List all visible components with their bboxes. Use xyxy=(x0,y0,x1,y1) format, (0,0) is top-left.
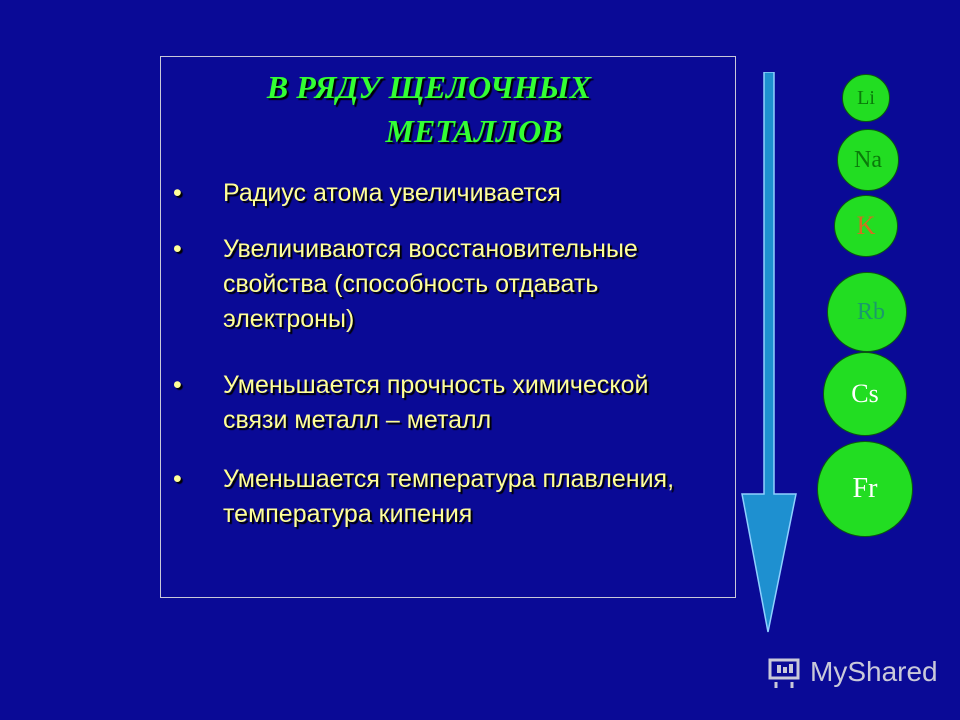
bullet-marker: • xyxy=(173,465,182,493)
bullet-marker: • xyxy=(173,371,182,399)
bullet-item xyxy=(173,176,733,211)
bullet-text: Уменьшается температура плавления, температура кипения xyxy=(223,465,675,528)
element-li-circle xyxy=(842,74,890,122)
down-arrow-icon xyxy=(740,72,800,638)
element-na-circle xyxy=(837,129,899,191)
element-k-circle xyxy=(834,195,898,257)
bullet-marker: • xyxy=(173,179,182,207)
element-symbol: Cs xyxy=(851,379,879,408)
element-symbol: Na xyxy=(854,146,882,173)
presentation-board-icon xyxy=(766,654,802,690)
bullet-item xyxy=(173,462,733,532)
bullet-text: Увеличиваются восстановительные свойства (способность отдавать электроны) xyxy=(223,235,638,333)
watermark-text: MyShared xyxy=(810,656,938,687)
element-symbol: Li xyxy=(857,86,875,109)
slide-title xyxy=(161,65,737,153)
bullet-marker: • xyxy=(173,235,182,263)
bullet-item xyxy=(173,232,733,337)
element-fr-circle xyxy=(817,441,913,537)
element-symbol: Rb xyxy=(856,298,885,325)
element-symbol: K xyxy=(856,211,876,240)
title-line-2: МЕТАЛЛОВ xyxy=(385,113,563,149)
content-box xyxy=(160,56,736,598)
title-line-1: В РЯДУ ЩЕЛОЧНЫХ xyxy=(266,69,592,105)
watermark xyxy=(766,654,938,690)
element-cs-circle xyxy=(823,352,907,436)
bullet-text: Радиус атома увеличивается xyxy=(223,179,561,207)
bullet-item xyxy=(173,368,733,438)
element-symbol: Fr xyxy=(852,473,878,504)
bullet-text: Уменьшается прочность химической связи металл – металл xyxy=(223,371,649,434)
element-rb-circle xyxy=(827,272,907,352)
